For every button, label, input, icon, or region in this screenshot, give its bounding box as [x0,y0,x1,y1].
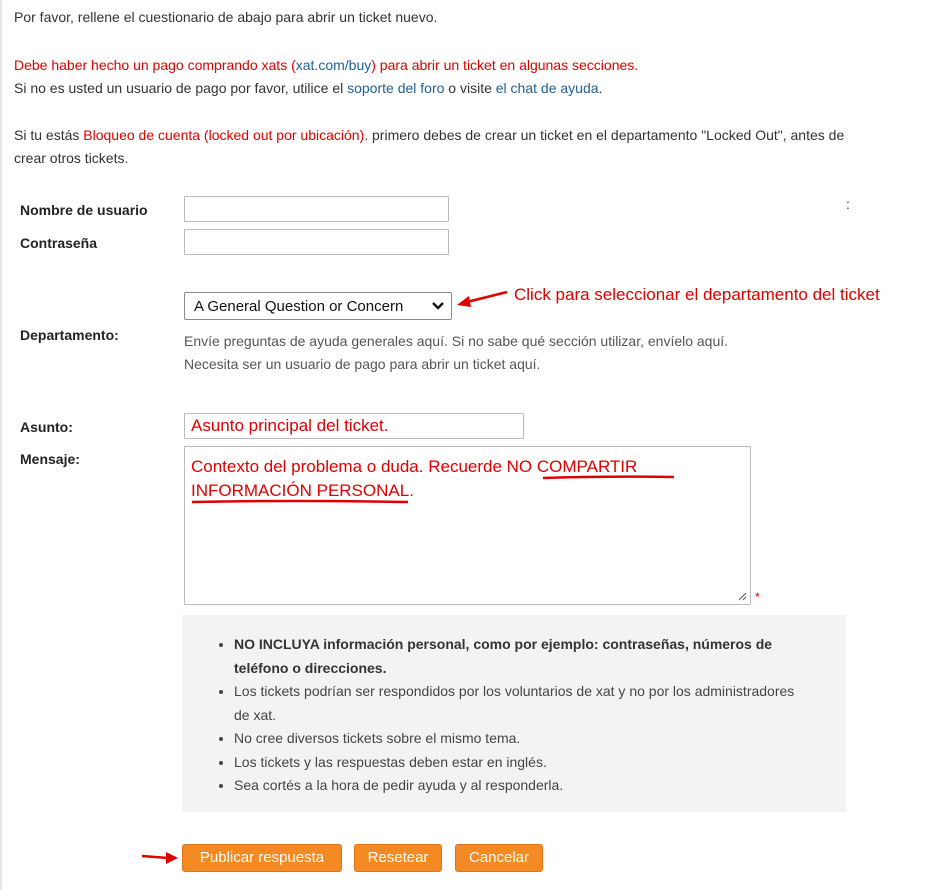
rule-item: • Sea cortés a la hora de pedir ayuda y al responderla. [234,774,846,798]
rule-item [234,680,846,727]
locked-notice-after: primero debes de crear un ticket en el departamento "Locked Out", antes de [368,127,845,143]
message-part-2: NO COMPARTIR [506,457,638,476]
payment-notice-before: Debe haber hecho un pago comprando xats ( [14,57,296,73]
password-label: Contraseña [20,235,98,251]
intro-text: Por favor, rellene el cuestionario de abajo para abrir un ticket nuevo. [14,9,438,25]
department-annotation: Click para seleccionar el departamento del ticket [514,285,880,304]
message-label: Mensaje: [20,451,80,467]
submit-button[interactable]: Publicar respuesta [182,844,342,872]
rule-item: • No cree diversos tickets sobre el mismo tema. [234,727,846,751]
message-part-3: INFORMACIÓN PERSONAL. [191,481,414,500]
department-select[interactable] [184,292,452,320]
department-desc-2: Necesita ser un usuario de pago para abrir un ticket aquí. [184,356,541,372]
username-label: Nombre de usuario [20,202,148,218]
support-notice-before: Si no es usted un usuario de pago por favor, utilice el [14,80,348,96]
support-notice-after: . [598,80,603,96]
payment-notice [14,54,638,77]
message-textarea[interactable] [184,446,751,605]
stray-colon: : [846,196,850,212]
password-input[interactable] [184,229,449,255]
payment-notice-after: ) para abrir un ticket en algunas secciones. [371,57,639,73]
page-left-border [0,0,2,890]
message-part-1: Contexto del problema o duda. Recuerde [191,457,507,476]
submit-arrow-icon [140,850,180,866]
resize-handle-icon[interactable] [737,591,747,601]
support-notice-middle: o visite [444,80,496,96]
subject-input[interactable] [184,413,524,439]
department-desc-1: Envíe preguntas de ayuda generales aquí. Si no sabe qué sección utilizar, envíelo aquí. [184,333,729,349]
username-input[interactable] [184,196,449,222]
subject-label: Asunto: [20,419,73,435]
department-selected-value: A General Question or Concern [194,298,404,315]
rule-1-line1: NO INCLUYA información personal, como por ejemplo: contraseñas, números de [234,636,773,652]
underline-marks [184,446,185,447]
message-text [185,447,750,503]
rule-2-line2: de xat. [234,706,277,723]
rules-list [182,615,846,798]
locked-notice-line1 [14,124,844,147]
subject-value: Asunto principal del ticket. [191,416,389,435]
rule-item [234,633,846,680]
annotation-arrow-icon [455,288,511,310]
cancel-button[interactable]: Cancelar [455,844,543,872]
rule-item: • Los tickets y las respuestas deben estar en inglés. [234,751,846,775]
forum-support-link[interactable]: soporte del foro [347,80,445,96]
rule-2-line1: Los tickets podrían ser respondidos por los voluntarios de xat y no por los administradores [234,683,795,699]
support-notice [14,77,602,100]
reset-button[interactable]: Resetear [354,844,442,872]
locked-notice-highlight: Bloqueo de cuenta (locked out por ubicación). [83,127,369,143]
buy-link[interactable]: xat.com/buy [295,57,372,73]
locked-notice-line2: crear otros tickets. [14,150,129,166]
required-mark: * [755,590,760,604]
rule-1-line2: teléfono o direcciones. [234,659,387,676]
department-label: Departamento: [20,327,119,343]
rules-box [182,615,846,812]
chevron-down-icon [431,301,445,311]
help-chat-link[interactable]: el chat de ayuda [495,80,599,96]
locked-notice-before: Si tu estás [14,127,84,143]
